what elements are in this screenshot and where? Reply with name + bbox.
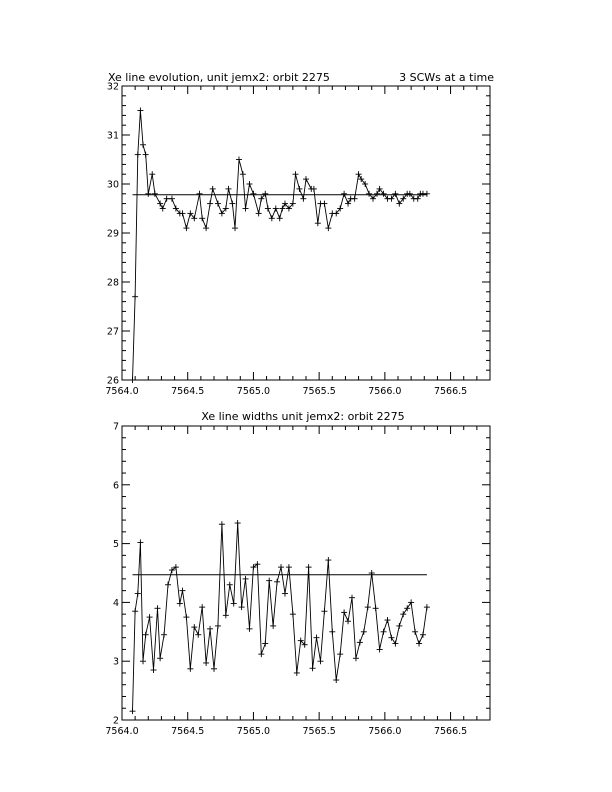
data-point xyxy=(294,670,300,676)
data-point xyxy=(179,588,185,594)
data-point xyxy=(246,626,252,632)
data-point xyxy=(286,564,292,570)
x-tick-label: 7566.0 xyxy=(368,386,402,397)
data-point xyxy=(392,641,398,647)
data-point xyxy=(203,225,209,231)
data-point xyxy=(357,639,363,645)
data-point xyxy=(179,210,185,216)
y-tick-label: 30 xyxy=(106,179,119,191)
series-line xyxy=(133,111,427,381)
data-point xyxy=(223,612,229,618)
data-point xyxy=(229,201,235,207)
data-point xyxy=(231,601,237,607)
data-point xyxy=(314,635,320,641)
data-point xyxy=(277,215,283,221)
data-point xyxy=(321,201,327,207)
data-point xyxy=(240,171,246,177)
data-point xyxy=(135,591,141,597)
data-point xyxy=(310,665,316,671)
data-point xyxy=(137,539,143,545)
data-point xyxy=(306,564,312,570)
data-point xyxy=(145,191,151,197)
data-point xyxy=(147,614,153,620)
data-point xyxy=(197,191,203,197)
data-point xyxy=(424,191,430,197)
data-point xyxy=(396,623,402,629)
data-point xyxy=(211,666,217,672)
x-tick-label: 7566.0 xyxy=(368,726,402,737)
y-tick-label: 27 xyxy=(106,326,119,338)
data-point xyxy=(279,206,285,212)
evolution-plot xyxy=(105,71,494,397)
data-point xyxy=(408,599,414,605)
data-point xyxy=(325,557,331,563)
x-tick-label: 7565.5 xyxy=(302,726,336,737)
data-point xyxy=(250,191,256,197)
data-point xyxy=(177,601,183,607)
data-point xyxy=(412,629,418,635)
data-point xyxy=(384,617,390,623)
data-point xyxy=(256,210,262,216)
data-point xyxy=(235,520,241,526)
data-point xyxy=(183,225,189,231)
data-point xyxy=(210,186,216,192)
y-tick-label: 29 xyxy=(106,228,119,240)
x-tick-label: 7564.0 xyxy=(105,726,139,737)
data-point xyxy=(258,651,264,657)
data-point xyxy=(356,171,362,177)
data-point xyxy=(215,201,221,207)
y-tick-label: 28 xyxy=(106,277,119,289)
x-tick-label: 7565.5 xyxy=(302,386,336,397)
data-point xyxy=(349,595,355,601)
data-point xyxy=(203,660,209,666)
y-tick-label: 4 xyxy=(112,597,119,609)
data-point xyxy=(315,220,321,226)
data-point xyxy=(225,186,231,192)
widths-plot-title: Xe line widths unit jemx2: orbit 2275 xyxy=(201,410,405,423)
data-point xyxy=(157,655,163,661)
data-point xyxy=(365,604,371,610)
data-point xyxy=(246,181,252,187)
data-point xyxy=(345,618,351,624)
data-point xyxy=(161,632,167,638)
data-point xyxy=(353,655,359,661)
data-point xyxy=(232,225,238,231)
data-point xyxy=(165,582,171,588)
data-point xyxy=(311,186,317,192)
data-point xyxy=(377,646,383,652)
data-point xyxy=(140,658,146,664)
data-point xyxy=(282,591,288,597)
data-point xyxy=(183,614,189,620)
data-point xyxy=(191,624,197,630)
data-point xyxy=(296,186,302,192)
data-point xyxy=(132,608,138,614)
data-point xyxy=(130,708,136,714)
data-point xyxy=(321,608,327,614)
data-point xyxy=(151,667,157,673)
data-point xyxy=(329,629,335,635)
series-line xyxy=(133,523,427,711)
data-point xyxy=(266,578,272,584)
data-point xyxy=(143,152,149,158)
x-tick-label: 7566.5 xyxy=(433,726,468,737)
y-tick-label: 32 xyxy=(106,81,119,93)
y-tick-label: 5 xyxy=(112,539,119,551)
data-point xyxy=(236,157,242,163)
data-point xyxy=(400,611,406,617)
data-point xyxy=(262,641,268,647)
data-point xyxy=(373,605,379,611)
data-point xyxy=(303,176,309,182)
data-point xyxy=(199,604,205,610)
data-point xyxy=(317,658,323,664)
y-tick-label: 7 xyxy=(112,421,119,433)
data-point xyxy=(269,215,275,221)
evolution-plot-title: Xe line evolution, unit jemx2: orbit 2275 xyxy=(108,71,330,84)
data-point xyxy=(243,576,249,582)
widths-plot xyxy=(105,410,490,737)
data-point xyxy=(270,623,276,629)
data-point xyxy=(199,215,205,221)
data-point xyxy=(273,206,279,212)
data-point xyxy=(420,632,426,638)
data-point xyxy=(227,582,233,588)
data-point xyxy=(292,171,298,177)
data-point xyxy=(243,206,249,212)
x-tick-label: 7564.5 xyxy=(171,726,205,737)
plot-frame xyxy=(122,426,490,720)
data-point xyxy=(137,108,143,114)
data-point xyxy=(219,521,225,527)
data-point xyxy=(239,604,245,610)
data-point xyxy=(274,579,280,585)
data-point xyxy=(416,641,422,647)
data-point xyxy=(341,191,347,197)
data-point xyxy=(290,611,296,617)
data-point xyxy=(140,142,146,148)
data-point xyxy=(333,677,339,683)
data-point xyxy=(207,626,213,632)
data-point xyxy=(160,206,166,212)
data-point xyxy=(157,201,163,207)
data-point xyxy=(135,152,141,158)
data-point xyxy=(215,623,221,629)
x-tick-label: 7564.5 xyxy=(171,386,205,397)
x-tick-label: 7566.5 xyxy=(433,386,468,397)
data-point xyxy=(130,377,136,383)
data-point xyxy=(352,196,358,202)
data-point xyxy=(415,196,421,202)
data-point xyxy=(278,564,284,570)
y-tick-label: 2 xyxy=(112,715,119,727)
data-point xyxy=(195,632,201,638)
data-point xyxy=(388,635,394,641)
data-point xyxy=(164,196,170,202)
data-point xyxy=(325,225,331,231)
data-point xyxy=(404,605,410,611)
data-point xyxy=(154,605,160,611)
data-point xyxy=(345,201,351,207)
plot-frame xyxy=(122,86,490,380)
data-point xyxy=(337,651,343,657)
y-tick-label: 3 xyxy=(112,656,119,668)
data-point xyxy=(300,196,306,202)
x-tick-label: 7565.0 xyxy=(236,386,271,397)
data-point xyxy=(187,666,193,672)
evolution-plot-subtitle: 3 SCWs at a time xyxy=(399,71,494,84)
y-tick-label: 6 xyxy=(112,480,119,492)
data-point xyxy=(152,191,158,197)
data-point xyxy=(149,171,155,177)
y-tick-label: 31 xyxy=(106,130,119,142)
y-tick-label: 26 xyxy=(106,375,119,387)
x-tick-label: 7565.0 xyxy=(236,726,271,737)
data-point xyxy=(143,632,149,638)
data-point xyxy=(132,294,138,300)
data-point xyxy=(207,201,213,207)
data-point xyxy=(424,604,430,610)
data-point xyxy=(265,206,271,212)
data-point xyxy=(381,629,387,635)
data-point xyxy=(361,629,367,635)
x-tick-label: 7564.0 xyxy=(105,386,139,397)
data-point xyxy=(169,196,175,202)
data-point xyxy=(341,609,347,615)
